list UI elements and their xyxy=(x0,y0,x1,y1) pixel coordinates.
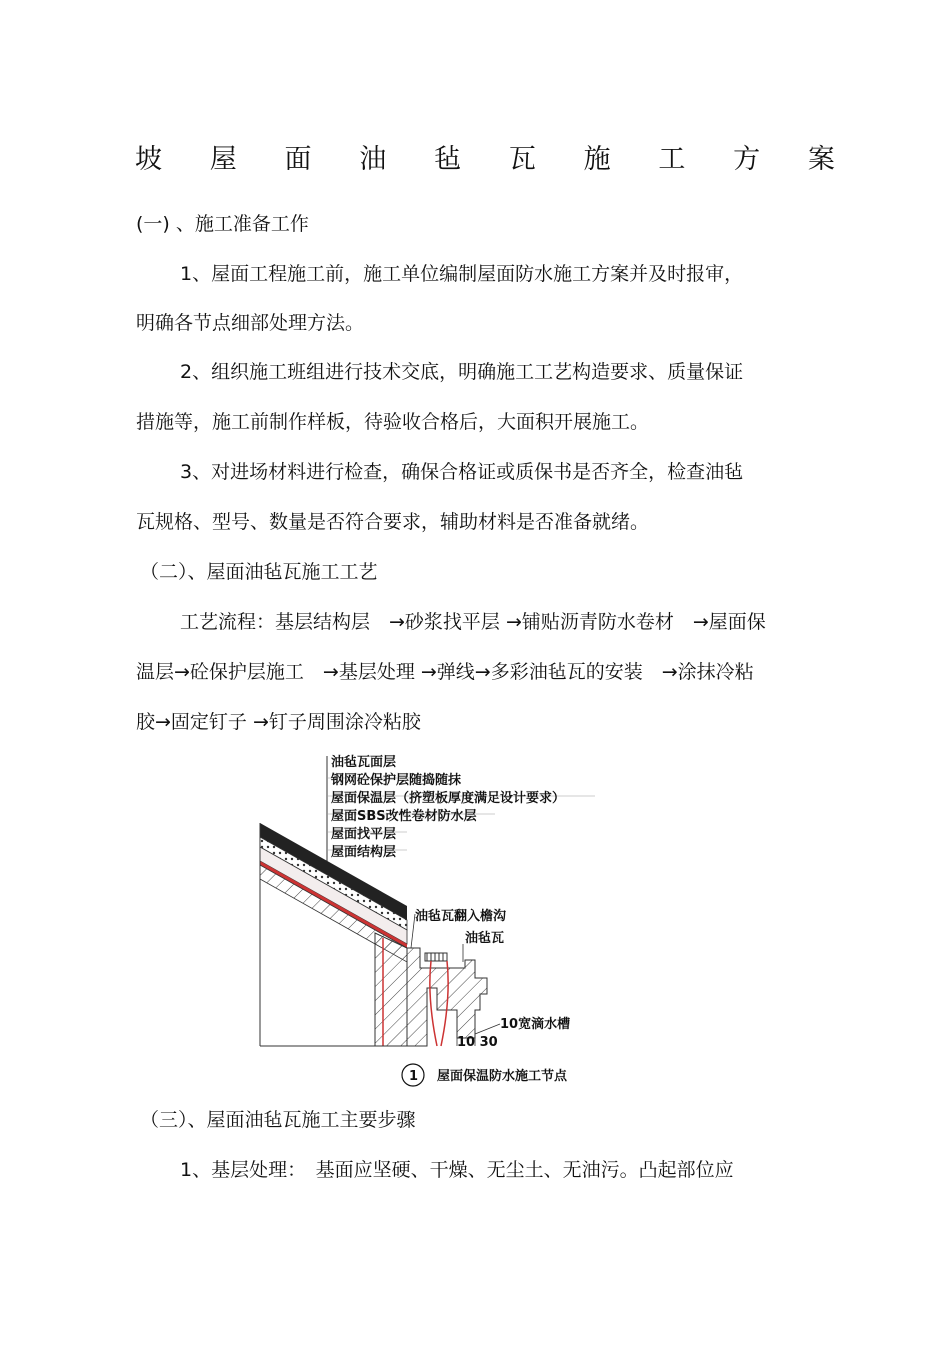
layer-label: 油毡瓦面层 xyxy=(331,755,397,770)
layer-label: 屋面结构层 xyxy=(331,845,397,860)
document-title xyxy=(135,137,835,176)
caption-number: 1 xyxy=(409,1069,419,1084)
beam-section xyxy=(375,933,407,1046)
paragraph-line: 1、屋面工程施工前，施工单位编制屋面防水施工方案并及时报审， xyxy=(180,263,744,285)
roof-detail-drawing xyxy=(175,748,595,1088)
title-char: 工 xyxy=(658,144,686,175)
paragraph-line: 1、基层处理： 基面应坚硬、干燥、无尘土、无油污。凸起部位应 xyxy=(180,1159,734,1181)
title-char: 施 xyxy=(583,144,611,175)
roof-detail-figure xyxy=(175,748,595,1088)
layer-label: 屋面找平层 xyxy=(331,827,397,842)
paragraph-line: 明确各节点细部处理方法。 xyxy=(136,312,365,334)
title-char: 方 xyxy=(733,144,761,175)
paragraph-line: 工艺流程：基层结构层 →砂浆找平层 →铺贴沥青防水卷材 →屋面保 xyxy=(180,611,766,633)
paragraph-line: 措施等，施工前制作样板，待验收合格后，大面积开展施工。 xyxy=(136,411,650,433)
drain-grate xyxy=(425,953,447,961)
title-char: 油 xyxy=(359,144,387,175)
layer-label: 钢网砼保护层随捣随抹 xyxy=(331,773,462,788)
paragraph-line: 3、对进场材料进行检查，确保合格证或质保书是否齐全，检查油毡 xyxy=(180,461,744,483)
dimension-label: 10 30 xyxy=(457,1035,498,1050)
paragraph-line: 2、组织施工班组进行技术交底，明确施工工艺构造要求、质量保证 xyxy=(180,361,744,383)
title-char: 案 xyxy=(807,144,835,175)
title-char: 面 xyxy=(284,144,312,175)
section-heading-3: （三）、屋面油毡瓦施工主要步骤 xyxy=(140,1109,416,1131)
callout-gutter-label: 油毡瓦翻入檐沟 xyxy=(415,909,507,924)
callout-tile-label: 油毡瓦 xyxy=(465,931,505,946)
title-char: 坡 xyxy=(135,144,162,175)
paragraph-line: 胶→固定钉子 →钉子周围涂冷粘胶 xyxy=(136,711,421,733)
caption-text: 屋面保温防水施工节点 xyxy=(437,1069,568,1084)
paragraph-line: 瓦规格、型号、数量是否符合要求，辅助材料是否准备就绪。 xyxy=(136,511,650,533)
paragraph-line: 温层→砼保护层施工 →基层处理 →弹线→多彩油毡瓦的安装 →涂抹冷粘 xyxy=(136,661,754,683)
layer-label: 屋面SBS改性卷材防水层 xyxy=(331,809,477,824)
section-heading-1: (一) 、施工准备工作 xyxy=(136,213,309,235)
layer-label: 屋面保温层（挤塑板厚度满足设计要求） xyxy=(331,791,566,806)
title-char: 瓦 xyxy=(508,144,536,175)
callout-drip-label: 10宽滴水槽 xyxy=(500,1017,571,1032)
section-heading-2: （二）、屋面油毡瓦施工工艺 xyxy=(140,561,378,583)
title-char: 屋 xyxy=(209,144,237,175)
title-char: 毡 xyxy=(434,144,462,175)
